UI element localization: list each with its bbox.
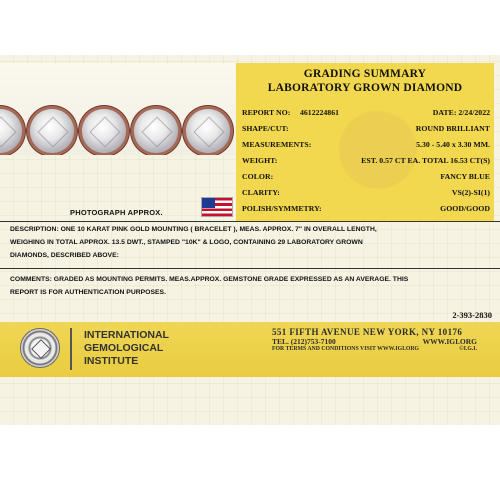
- comments-line: COMMENTS: GRADED AS MOUNTING PERMITS. MEAS.APPROX. GEMSTONE GRADE EXPRESSED AS AN AVERAGE. THIS: [10, 276, 409, 283]
- row-value: FANCY BLUE: [440, 172, 490, 181]
- row-value: ROUND BRILLIANT: [415, 124, 490, 133]
- org-line: INTERNATIONAL: [84, 329, 169, 341]
- report-code: 2-393-2830: [452, 310, 492, 320]
- report-number: 4612224861: [300, 108, 339, 117]
- summary-row-measurements: [242, 140, 490, 152]
- row-value: GOOD/GOOD: [440, 204, 490, 213]
- grading-summary-panel: [236, 63, 494, 221]
- summary-row-color: [242, 172, 490, 184]
- row-label: REPORT NO:: [242, 108, 291, 117]
- summary-row-clarity: [242, 188, 490, 200]
- row-value: 5.30 - 5.40 x 3.30 MM.: [416, 140, 490, 149]
- igi-seal-icon: [20, 328, 60, 368]
- copyright: ©I.G.I.: [459, 346, 477, 352]
- photo-caption: PHOTOGRAPH APPROX.: [70, 208, 163, 217]
- description-line: DESCRIPTION: ONE 10 KARAT PINK GOLD MOUNTING ( BRACELET ), MEAS. APPROX. 7" IN OVERALL LENGTH,: [10, 226, 377, 233]
- row-value: VS(2)-SI(1): [451, 188, 490, 197]
- org-line: GEMOLOGICAL: [84, 342, 164, 354]
- us-flag-icon: [201, 197, 233, 217]
- footer-band: [0, 322, 500, 377]
- row-label: COLOR:: [242, 172, 274, 181]
- terms-link[interactable]: FOR TERMS AND CONDITIONS VISIT WWW.IGI.ORG: [272, 346, 420, 352]
- grading-report-card: [0, 55, 500, 425]
- diamond-image: [30, 109, 74, 153]
- summary-subtitle: LABORATORY GROWN DIAMOND: [267, 82, 463, 94]
- terms-row: [272, 346, 477, 352]
- contact-row: [272, 337, 477, 346]
- street-address: 551 FIFTH AVENUE NEW YORK, NY 10176: [272, 327, 463, 337]
- summary-row-polish: [242, 204, 490, 216]
- organization-name: [84, 329, 169, 368]
- diamond-image: [82, 109, 126, 153]
- website-link[interactable]: WWW.IGI.ORG: [422, 337, 477, 346]
- telephone: TEL. (212)753-7100: [272, 337, 336, 346]
- org-line: INSTITUTE: [84, 355, 139, 367]
- item-description: [10, 223, 490, 262]
- summary-title: GRADING SUMMARY: [303, 68, 427, 80]
- diamond-image: [186, 109, 230, 153]
- row-value: EST. 0.57 CT EA. TOTAL 16.53 CT(S): [361, 156, 490, 165]
- diamond-image: [0, 109, 22, 153]
- row-label: WEIGHT:: [242, 156, 278, 165]
- divider: [0, 268, 500, 269]
- row-label: SHAPE/CUT:: [242, 124, 289, 133]
- divider: [0, 221, 500, 222]
- row-label: POLISH/SYMMETRY:: [242, 204, 322, 213]
- diamond-image: [134, 109, 178, 153]
- row-label: CLARITY:: [242, 188, 280, 197]
- comments: [10, 273, 490, 299]
- contact-block: [272, 327, 477, 352]
- comments-line: REPORT IS FOR AUTHENTICATION PURPOSES.: [10, 289, 166, 296]
- summary-row-weight: [242, 156, 490, 168]
- summary-row-shape: [242, 124, 490, 136]
- bracelet-photograph: [0, 63, 235, 155]
- summary-row-report: [242, 108, 490, 120]
- report-date: DATE: 2/24/2022: [432, 108, 490, 117]
- description-line: DIAMONDS, DESCRIBED ABOVE:: [10, 252, 119, 259]
- row-label: MEASUREMENTS:: [242, 140, 312, 149]
- divider: [70, 328, 72, 370]
- description-line: WEIGHING IN TOTAL APPROX. 13.5 DWT., STAMPED "10K" & LOGO, CONTAINING 29 LABORATORY GROWN: [10, 239, 363, 246]
